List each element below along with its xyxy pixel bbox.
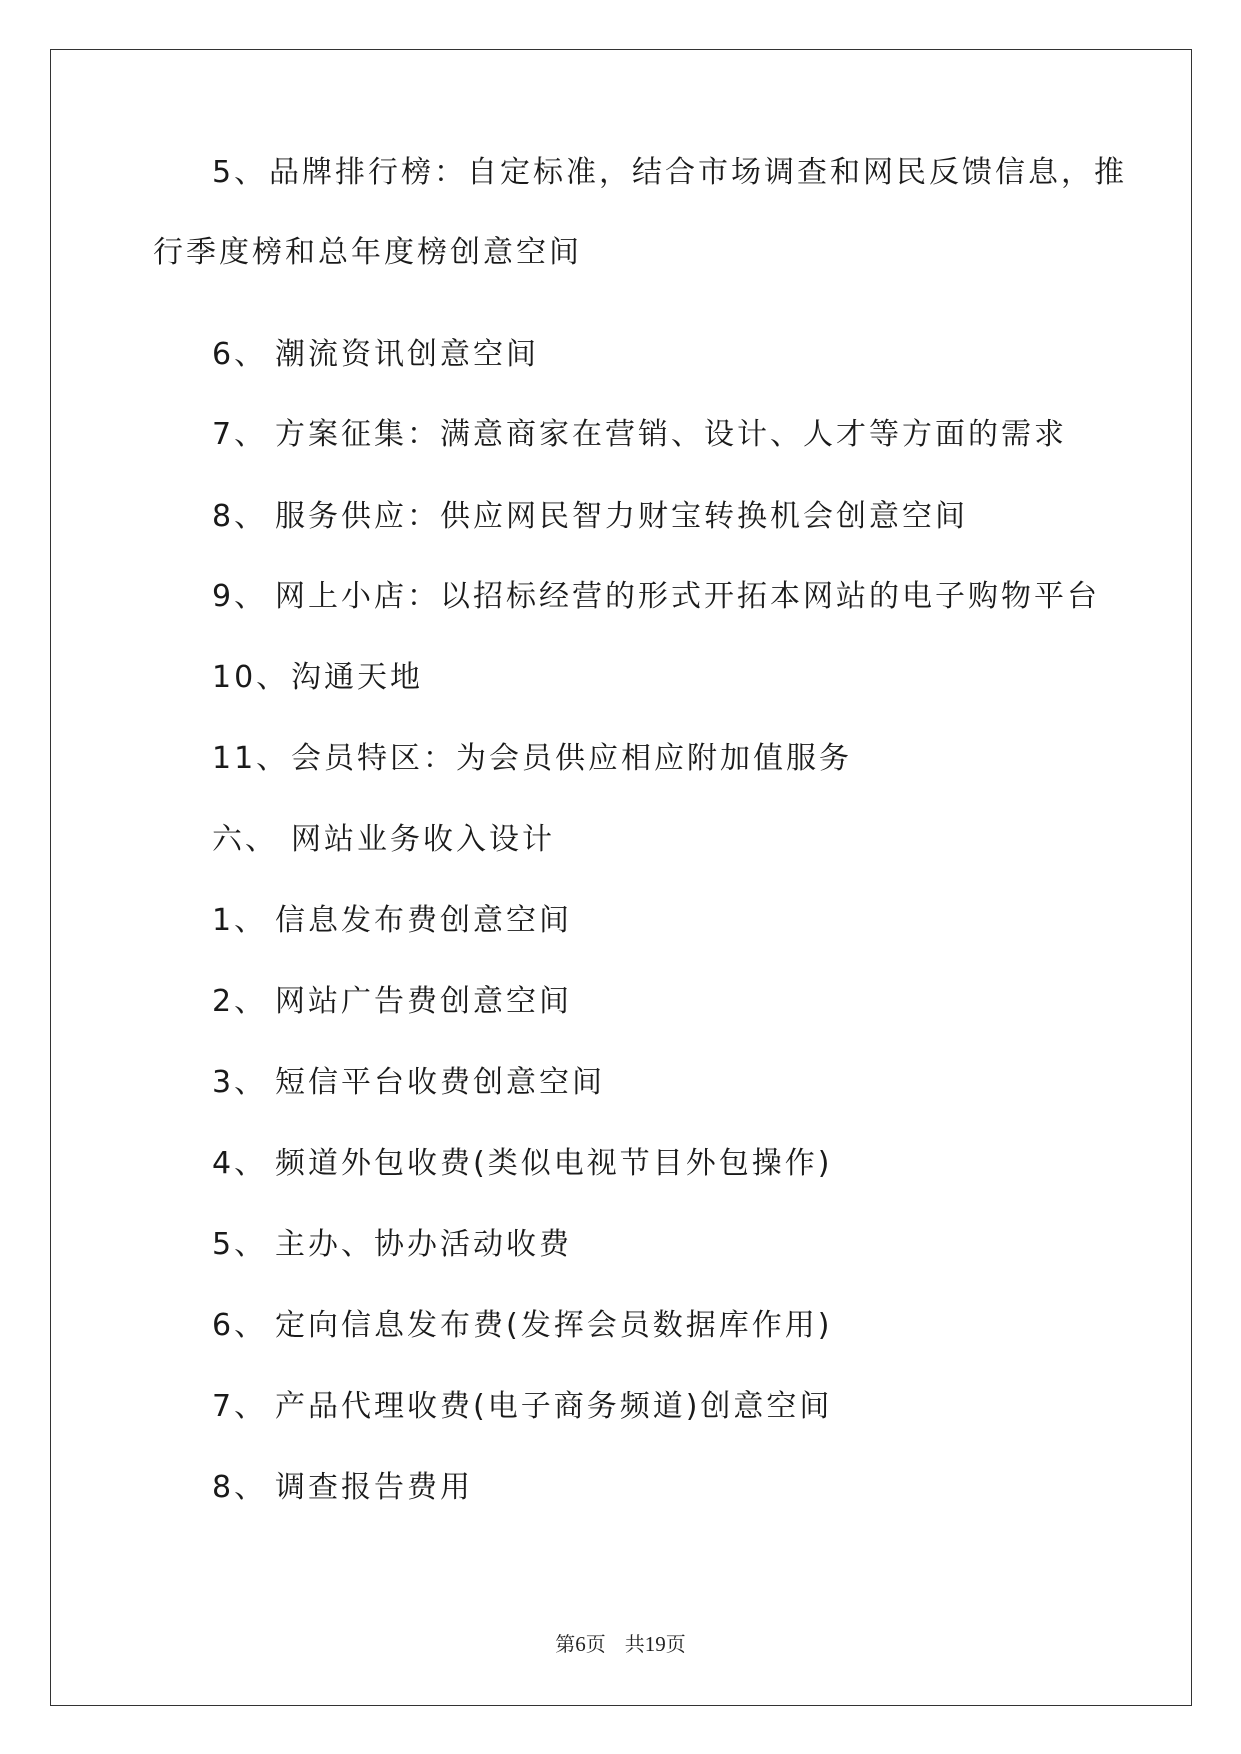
list-marker: 11、: [212, 741, 290, 776]
list-text: 沟通天地: [291, 660, 423, 695]
list-item: [212, 1308, 832, 1344]
page-footer: [0, 1632, 1241, 1656]
list-marker: 9、: [212, 579, 268, 614]
list-marker: 10、: [212, 660, 290, 695]
total-prefix: 共: [624, 1632, 645, 1656]
list-text: 会员特区：为会员供应相应附加值服务: [291, 741, 852, 776]
list-marker: 1、: [212, 903, 268, 938]
list-marker: 8、: [212, 1470, 268, 1505]
list-marker: 6、: [212, 1308, 268, 1343]
list-marker: 2、: [212, 984, 268, 1019]
list-text: 短信平台收费创意空间: [275, 1065, 605, 1100]
list-text: 行季度榜和总年度榜创意空间: [153, 235, 582, 270]
list-item: [212, 741, 852, 777]
total-page-number: 19: [644, 1632, 666, 1656]
list-item: [212, 1470, 473, 1506]
total-unit: 页: [665, 1632, 686, 1656]
list-text: 服务供应：供应网民智力财宝转换机会创意空间: [275, 499, 968, 534]
list-item: [212, 660, 423, 696]
list-marker: 5、: [212, 155, 268, 190]
list-item: [212, 155, 1127, 191]
list-text: 定向信息发布费(发挥会员数据库作用): [275, 1308, 833, 1343]
list-item: [212, 499, 968, 535]
list-item: [212, 903, 572, 939]
list-text: 调查报告费用: [275, 1470, 473, 1505]
list-marker: 7、: [212, 1389, 268, 1424]
list-item: [212, 1389, 832, 1425]
list-marker: 6、: [212, 337, 268, 372]
list-text: 方案征集：满意商家在营销、设计、人才等方面的需求: [275, 417, 1067, 452]
list-marker: 3、: [212, 1065, 268, 1100]
list-text: 主办、协办活动收费: [275, 1227, 572, 1262]
list-marker: 4、: [212, 1146, 268, 1181]
list-item: [212, 1065, 605, 1101]
list-item: [212, 417, 1067, 453]
list-text: 潮流资讯创意空间: [275, 337, 539, 372]
list-text: 网上小店：以招标经营的形式开拓本网站的电子购物平台: [275, 579, 1100, 614]
list-marker: 8、: [212, 499, 268, 534]
section-title: 网站业务收入设计: [291, 822, 555, 857]
page-unit: 页: [585, 1632, 606, 1656]
current-page-number: 6: [575, 1632, 586, 1656]
page-prefix: 第: [555, 1632, 576, 1656]
list-item: [212, 1227, 572, 1263]
list-text: 品牌排行榜：自定标准，结合市场调查和网民反馈信息，推: [269, 155, 1127, 190]
list-marker: 7、: [212, 417, 268, 452]
list-item: [212, 579, 1100, 615]
list-item: [212, 337, 539, 373]
list-text: 网站广告费创意空间: [275, 984, 572, 1019]
list-item-continuation: [153, 235, 582, 271]
section-heading: [212, 822, 555, 858]
page-border: [50, 49, 1192, 1706]
list-text: 产品代理收费(电子商务频道)创意空间: [275, 1389, 833, 1424]
section-marker: 六、: [212, 822, 278, 857]
list-marker: 5、: [212, 1227, 268, 1262]
list-text: 频道外包收费(类似电视节目外包操作): [275, 1146, 833, 1181]
list-text: 信息发布费创意空间: [275, 903, 572, 938]
list-item: [212, 984, 572, 1020]
list-item: [212, 1146, 832, 1182]
